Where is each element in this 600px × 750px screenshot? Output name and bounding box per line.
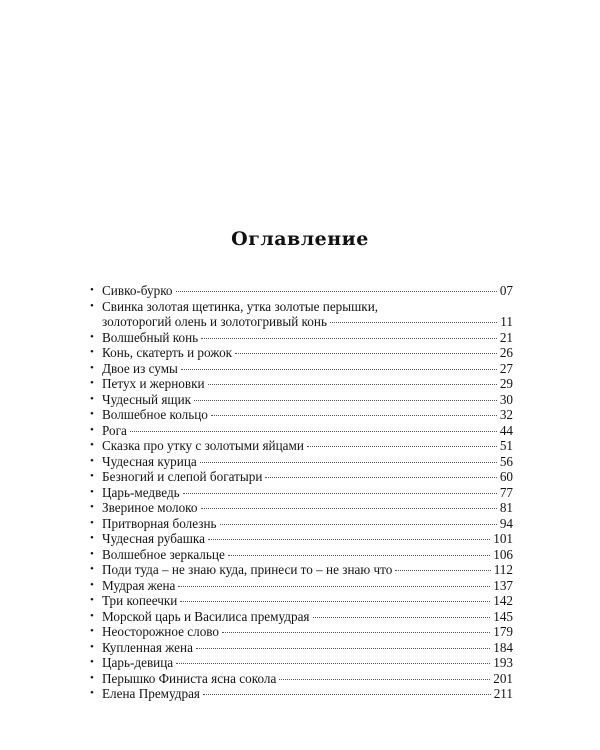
toc-entry-line [102, 609, 513, 625]
toc-entry [90, 671, 513, 687]
toc-entry-line [102, 392, 513, 408]
bullet-icon: • [90, 516, 94, 529]
toc-entry [90, 361, 513, 377]
toc-entry-title: Волшебное зеркальце [102, 546, 225, 562]
bullet-icon: • [90, 671, 94, 684]
toc-page-number: 142 [493, 593, 513, 608]
dot-leader [235, 353, 497, 354]
toc-page-number: 60 [499, 469, 513, 484]
toc-entry-title: Купленная жена [102, 639, 193, 655]
dot-leader [307, 446, 497, 447]
dot-leader [395, 570, 490, 571]
bullet-icon: • [90, 501, 94, 513]
toc-entry [90, 562, 513, 578]
toc-entry [90, 655, 513, 671]
toc-entry-line [102, 686, 513, 702]
dot-leader [176, 663, 490, 664]
toc-page-number: 112 [493, 562, 513, 577]
bullet-icon: • [90, 284, 94, 296]
toc-entry [90, 485, 513, 501]
toc-entry [90, 469, 513, 485]
bullet-icon: • [90, 594, 94, 606]
dot-leader [222, 632, 490, 633]
toc-entry-title: Безногий и слепой богатыри [102, 469, 263, 484]
toc-page-number: 21 [499, 329, 513, 345]
toc-entry-title: Чудесный ящик [102, 391, 192, 407]
toc-entry-line [102, 361, 513, 377]
toc-entry-title: Неосторожное слово [102, 624, 220, 639]
toc-entry [90, 547, 513, 563]
toc-entry-line [102, 469, 513, 485]
bullet-icon: • [90, 454, 94, 467]
toc-entry-title: Сказка про утку с золотыми яйцами [102, 438, 304, 453]
toc-entry-title: Сивко-бурко [102, 283, 173, 298]
dot-leader [220, 524, 497, 525]
dot-leader [180, 601, 490, 602]
toc-entry-title: Царь-девица [102, 655, 174, 670]
toc-page-number: 193 [493, 655, 513, 670]
toc-entry-line [102, 547, 513, 563]
dot-leader [211, 415, 497, 416]
toc-entry-title: Елена Премудрая [102, 686, 200, 701]
toc-entry [90, 686, 513, 702]
bullet-icon: • [90, 408, 94, 420]
toc-entry-line [102, 593, 513, 609]
toc-entry-title: Притворная болезнь [102, 515, 217, 531]
toc-entry-title: Мудрая жена [102, 577, 176, 593]
toc-entry [90, 500, 513, 516]
toc-page-number: 106 [493, 546, 513, 562]
toc-entry-title: Двое из сумы [102, 360, 178, 376]
bullet-icon: • [90, 547, 94, 560]
toc-entry-line [102, 624, 513, 640]
toc-page-number: 145 [493, 608, 513, 624]
toc-entry-line [102, 438, 513, 454]
toc-page-number: 81 [499, 500, 513, 515]
toc-entry [90, 624, 513, 640]
toc-entry-line [102, 562, 513, 578]
toc-entry [90, 531, 513, 547]
toc-entry-title: Рога [102, 422, 127, 438]
toc-entry-line [102, 299, 513, 315]
toc-entry-title: Царь-медведь [102, 484, 180, 500]
bullet-icon: • [90, 563, 94, 575]
toc-entry-title: золоторогий олень и золотогривый конь [102, 314, 327, 329]
toc-entry [90, 299, 513, 330]
toc-page-number: 27 [499, 360, 513, 376]
toc-entry [90, 516, 513, 532]
dot-leader [183, 493, 497, 494]
dot-leader [203, 694, 491, 695]
dot-leader [313, 617, 491, 618]
bullet-icon: • [90, 640, 94, 653]
toc-page-number: 56 [499, 453, 513, 469]
bullet-icon: • [90, 377, 94, 389]
toc-entry-line [102, 454, 513, 470]
toc-entry [90, 345, 513, 361]
toc-entry [90, 609, 513, 625]
toc-page-number: 211 [493, 686, 513, 701]
bullet-icon: • [90, 361, 94, 374]
toc-entry [90, 392, 513, 408]
dot-leader [194, 400, 497, 401]
bullet-icon: • [90, 687, 94, 699]
toc-page-number: 07 [499, 283, 513, 298]
toc-page-number: 77 [499, 484, 513, 500]
bullet-icon: • [90, 470, 94, 482]
toc-entry-title: Волшебное кольцо [102, 407, 208, 422]
toc-page-number: 179 [493, 624, 513, 639]
toc-entry [90, 578, 513, 594]
bullet-icon: • [90, 532, 94, 544]
toc-page-number: 26 [499, 345, 513, 360]
toc-entry [90, 640, 513, 656]
toc-entry-title: Перышко Финиста ясна сокола [102, 670, 277, 686]
bullet-icon: • [90, 392, 94, 405]
toc-entry-line [102, 345, 513, 361]
dot-leader [130, 431, 497, 432]
toc-entry-title: Конь, скатерть и рожок [102, 345, 233, 360]
toc-page-number: 201 [493, 670, 513, 686]
dot-leader [228, 555, 490, 556]
dot-leader [330, 322, 497, 323]
toc-entry [90, 454, 513, 470]
toc-entry-title: Поди туда – не знаю куда, принеси то – не знаю что [102, 562, 393, 577]
dot-leader [201, 338, 497, 339]
toc-entry-title: Свинка золотая щетинка, утка золотые перышки, [102, 298, 379, 314]
bullet-icon: • [90, 609, 94, 622]
toc-entry-line [102, 655, 513, 671]
dot-leader [181, 369, 497, 370]
toc-page-number: 137 [493, 577, 513, 593]
toc-entry-title: Петух и жерновки [102, 376, 205, 391]
toc-entry-title: Чудесная рубашка [102, 531, 205, 546]
dot-leader [208, 384, 497, 385]
toc-page-number: 30 [499, 391, 513, 407]
toc-page-number: 94 [499, 515, 513, 531]
bullet-icon: • [90, 330, 94, 343]
toc-entry-title: Три копеечки [102, 593, 178, 608]
toc-entry [90, 423, 513, 439]
dot-leader [201, 508, 497, 509]
toc-entry-line [102, 485, 513, 501]
toc-entry-title: Морской царь и Василиса премудрая [102, 608, 310, 624]
toc-title: Оглавление [231, 228, 369, 250]
bullet-icon: • [90, 656, 94, 668]
bullet-icon: • [90, 439, 94, 451]
dot-leader [196, 648, 490, 649]
bullet-icon: • [90, 625, 94, 637]
toc-entry-line [102, 283, 513, 299]
toc-page-number: 44 [499, 422, 513, 438]
toc-entry-line [102, 531, 513, 547]
toc-entry-title: Звериное молоко [102, 500, 198, 515]
toc-entry [90, 330, 513, 346]
toc-entry [90, 376, 513, 392]
toc-entry-title: Волшебный конь [102, 329, 199, 345]
table-of-contents [90, 283, 513, 702]
dot-leader [176, 291, 497, 292]
toc-entry-line [102, 671, 513, 687]
dot-leader [178, 586, 490, 587]
dot-leader [200, 462, 497, 463]
toc-entry-line [102, 578, 513, 594]
bullet-icon: • [90, 578, 94, 591]
toc-entry-line [102, 330, 513, 346]
dot-leader [279, 679, 490, 680]
toc-entry-line [102, 516, 513, 532]
toc-entry-line [102, 500, 513, 516]
bullet-icon: • [90, 346, 94, 358]
toc-entry-line [102, 314, 513, 330]
toc-entry-title: Чудесная курица [102, 453, 197, 469]
toc-entry-line [102, 423, 513, 439]
toc-page-number: 11 [500, 314, 513, 329]
dot-leader [208, 539, 490, 540]
bullet-icon: • [90, 423, 94, 436]
toc-entry [90, 438, 513, 454]
toc-page-number: 51 [499, 438, 513, 453]
dot-leader [265, 477, 496, 478]
toc-page-number: 184 [493, 639, 513, 655]
bullet-icon: • [90, 299, 94, 312]
toc-page-number: 101 [493, 531, 513, 546]
toc-entry [90, 407, 513, 423]
toc-entry [90, 593, 513, 609]
toc-entry-line [102, 407, 513, 423]
toc-page-number: 29 [499, 376, 513, 391]
toc-entry-line [102, 640, 513, 656]
bullet-icon: • [90, 485, 94, 498]
toc-entry-line [102, 376, 513, 392]
toc-page-number: 32 [499, 407, 513, 422]
toc-entry [90, 283, 513, 299]
